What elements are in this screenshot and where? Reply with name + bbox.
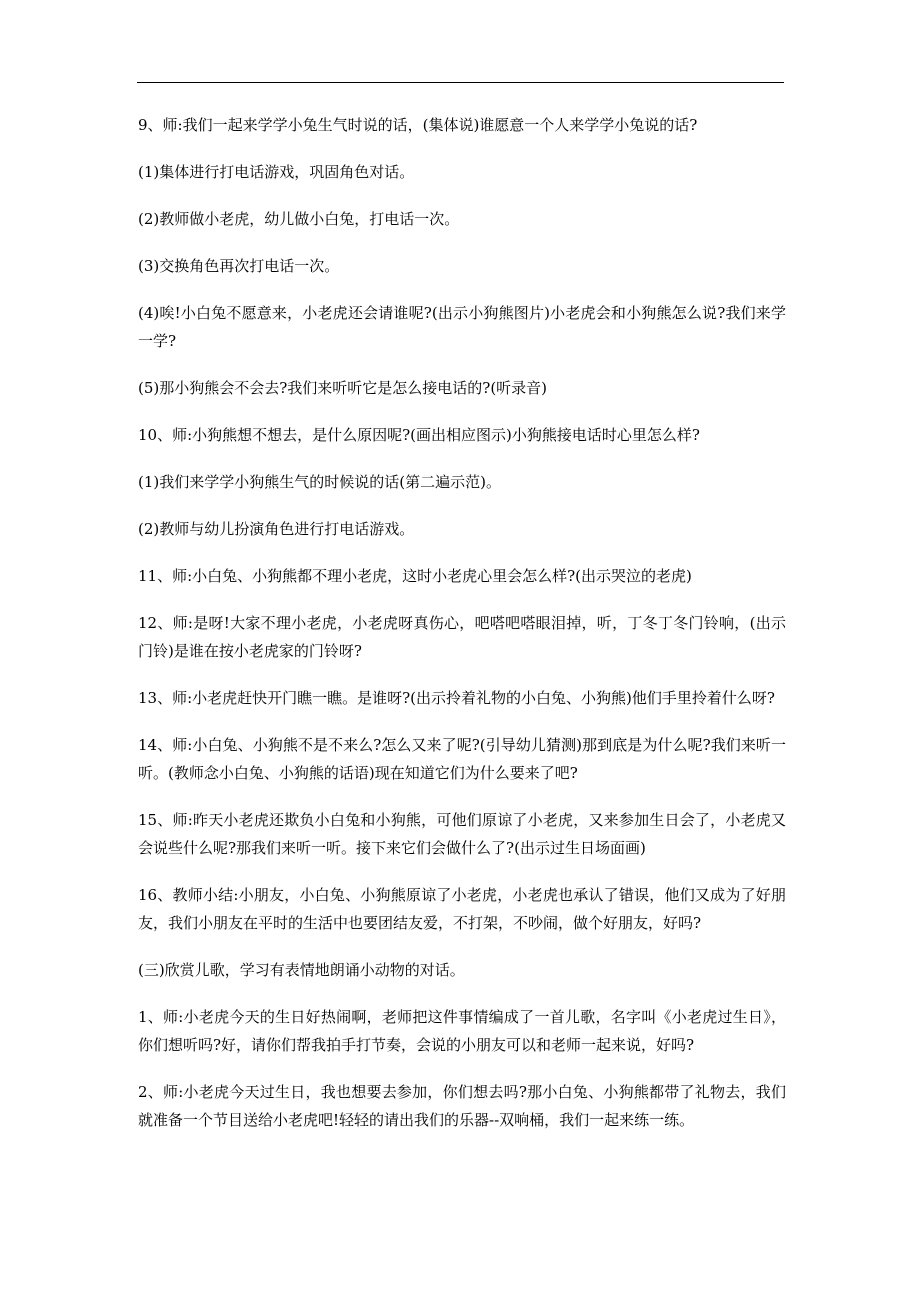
paragraph-step-16: 16、教师小结:小朋友，小白兔、小狗熊原谅了小老虎，小老虎也承认了错误，他们又成为了好朋友，我们小朋友在平时的生活中也要团结友爱，不打架，不吵闹，做个好朋友，好吗?: [138, 886, 786, 932]
document-body: [138, 111, 786, 1153]
paragraph-step-14: 14、师:小白兔、小狗熊不是不来么?怎么又来了呢?(引导幼儿猜测)那到底是为什么呢?我们来听一听。(教师念小白兔、小狗熊的话语)现在知道它们为什么要来了吧?: [138, 736, 786, 782]
paragraph-section-3-step-2: 2、师:小老虎今天过生日，我也想要去参加，你们想去吗?那小白兔、小狗熊都带了礼物去，我们就准备一个节目送给小老虎吧!轻轻的请出我们的乐器--双响桶，我们一起来练一练。: [138, 1083, 786, 1129]
paragraph-step-9: 9、师:我们一起来学学小兔生气时说的话，(集体说)谁愿意一个人来学学小兔说的话?: [138, 116, 698, 134]
paragraph-step-10: 10、师:小狗熊想不想去，是什么原因呢?(画出相应图示)小狗熊接电话时心里怎么样?: [138, 426, 700, 444]
paragraph-section-3-step-1: 1、师:小老虎今天的生日好热闹啊，老师把这件事情编成了一首儿歌，名字叫《小老虎过生日》，你们想听吗?好，请你们帮我拍手打节奏，会说的小朋友可以和老师一起来说，好吗?: [138, 1008, 786, 1054]
paragraph-step-10-2: (2)教师与幼儿扮演角色进行打电话游戏。: [138, 520, 415, 538]
paragraph-step-10-1: (1)我们来学学小狗熊生气的时候说的话(第二遍示范)。: [138, 473, 501, 491]
paragraph-step-9-2: (2)教师做小老虎，幼儿做小白兔，打电话一次。: [138, 210, 460, 228]
paragraph-step-9-1: (1)集体进行打电话游戏，巩固角色对话。: [138, 163, 415, 181]
paragraph-step-9-3: (3)交换角色再次打电话一次。: [138, 257, 340, 275]
section-heading-3: (三)欣赏儿歌，学习有表情地朗诵小动物的对话。: [138, 961, 465, 979]
paragraph-step-12: 12、师:是呀!大家不理小老虎，小老虎呀真伤心，吧嗒吧嗒眼泪掉，听，丁冬丁冬门铃响，(出示门铃)是谁在按小老虎家的门铃呀?: [138, 614, 786, 660]
header-rule: [137, 82, 784, 83]
paragraph-step-13: 13、师:小老虎赶快开门瞧一瞧。是谁呀?(出示拎着礼物的小白兔、小狗熊)他们手里拎着什么呀?: [138, 689, 775, 707]
paragraph-step-9-4: (4)唉!小白兔不愿意来，小老虎还会请谁呢?(出示小狗熊图片)小老虎会和小狗熊怎么说?我们来学一学?: [138, 304, 786, 350]
paragraph-step-15: 15、师:昨天小老虎还欺负小白兔和小狗熊，可他们原谅了小老虎，又来参加生日会了，小老虎又会说些什么呢?那我们来听一听。接下来它们会做什么了?(出示过生日场面画): [138, 811, 786, 857]
paragraph-step-9-5: (5)那小狗熊会不会去?我们来听听它是怎么接电话的?(听录音): [138, 379, 548, 397]
paragraph-step-11: 11、师:小白兔、小狗熊都不理小老虎，这时小老虎心里会怎么样?(出示哭泣的老虎): [138, 567, 692, 585]
